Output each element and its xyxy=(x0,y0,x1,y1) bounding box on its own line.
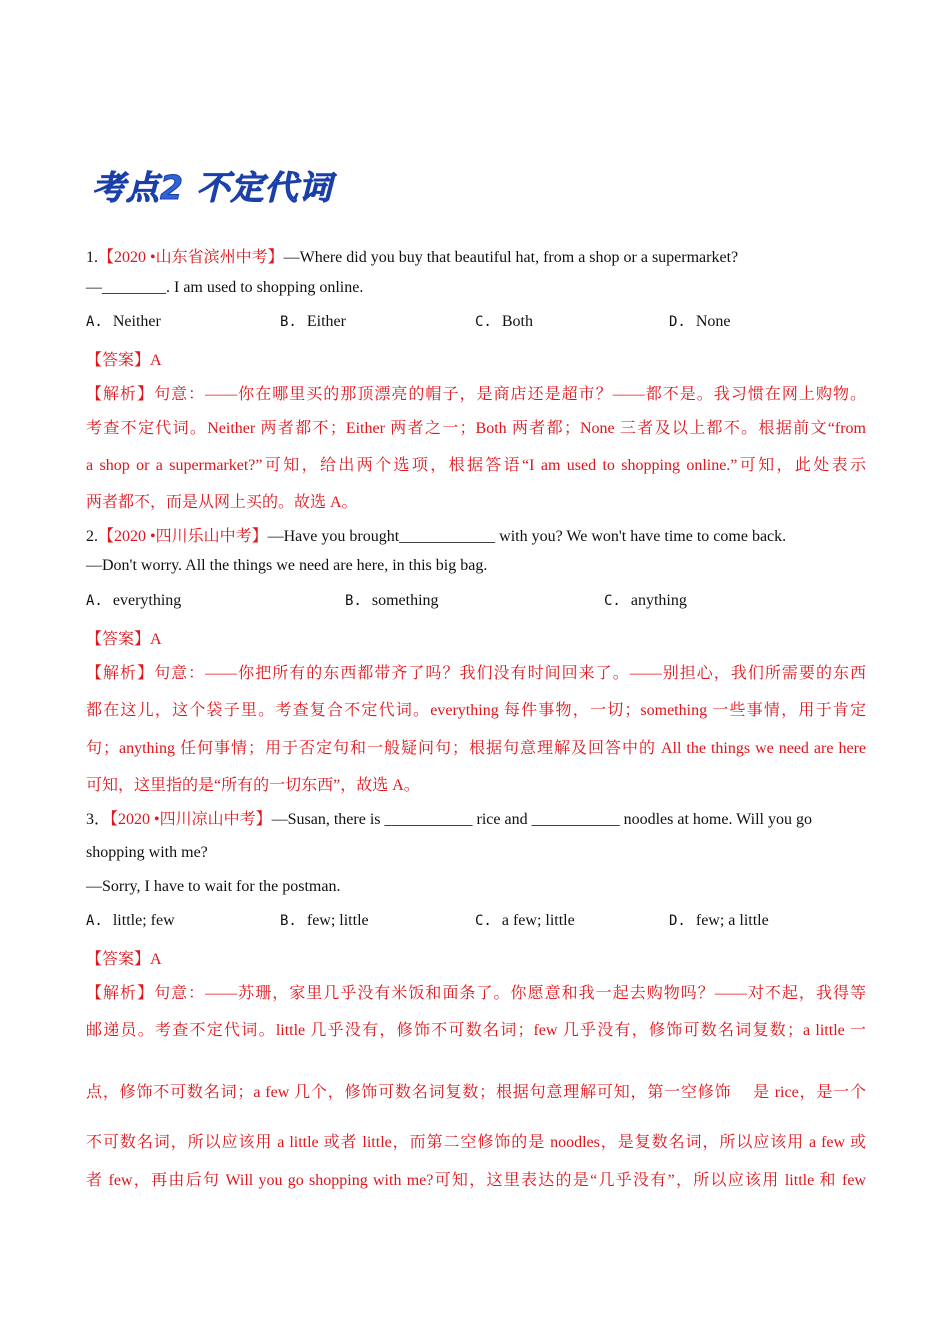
question-3-reply: —Sorry, I have to wait for the postman. xyxy=(86,878,341,895)
question-text: —Where did you buy that beautiful hat, from a shop or a supermarket? xyxy=(283,249,739,266)
question-2-reply: —Don't worry. All the things we need are here, in this big bag. xyxy=(86,557,488,574)
question-2-stem xyxy=(86,523,866,546)
question-2-answer: 【答案】A xyxy=(86,631,162,648)
question-number: 1. xyxy=(86,249,98,266)
question-text: —Have you brought____________ with you? We won't have time to come back. xyxy=(267,528,787,545)
question-3-stem-continued: shopping with me? xyxy=(86,844,208,861)
question-1-explanation-line: 两者都不，而是从网上买的。故选 A。 xyxy=(86,494,358,511)
question-1-explanation-line: a shop or a supermarket?”可知，给出两个选项，根据答语“I am used to shopping online.”可知，此处表示 xyxy=(86,457,866,474)
question-3-explanation-line: 点，修饰不可数名词；a few 几个，修饰可数名词复数；根据句意理解可知，第一空修饰 是 rice，是一个 xyxy=(86,1084,866,1101)
question-2-explanation-line: 【解析】句意：——你把所有的东西都带齐了吗？我们没有时间回来了。——别担心，我们所需要的东西 xyxy=(86,665,866,682)
question-1-explanation-line: 【解析】句意：——你在哪里买的那顶漂亮的帽子，是商店还是超市？——都不是。我习惯在网上购物。 xyxy=(86,386,866,403)
question-source: 【2020 •山东省滨州中考】 xyxy=(98,249,284,266)
question-3-options xyxy=(86,912,866,932)
question-1-explanation-line: 考查不定代词。Neither 两者都不；Either 两者之一；Both 两者都；None 三者及以上都不。根据前文“from xyxy=(86,420,866,437)
question-2-explanation-line: 可知，这里指的是“所有的一切东西”，故选 A。 xyxy=(86,777,420,794)
option-a: A. little; few xyxy=(86,912,175,929)
question-3-stem xyxy=(86,806,866,829)
option-b: B. Either xyxy=(280,313,346,330)
question-2-explanation-line: 都在这儿，这个袋子里。考查复合不定代词。everything 每件事物，一切；something 一些事情，用于肯定 xyxy=(86,702,866,719)
question-3-explanation-line: 邮递员。考查不定代词。little 几乎没有，修饰不可数名词；few 几乎没有，修饰可数名词复数；a little 一 xyxy=(86,1022,866,1039)
question-text: —Susan, there is ___________ rice and ___________ noodles at home. Will you go xyxy=(271,811,812,828)
question-1-reply: —________. I am used to shopping online. xyxy=(86,279,364,296)
page-title: 考点2 不定代词 xyxy=(92,168,333,207)
option-a: A. Neither xyxy=(86,313,161,330)
question-number: 3． xyxy=(86,811,111,828)
option-a: A. everything xyxy=(86,592,182,609)
option-c: C. Both xyxy=(475,313,533,330)
question-source: 【2020 •四川凉山中考】 xyxy=(110,811,272,828)
question-1-options xyxy=(86,313,866,333)
option-d: D. few; a little xyxy=(669,912,769,929)
question-source: 【2020 •四川乐山中考】 xyxy=(98,528,268,545)
question-3-explanation-line: 者 few，再由后句 Will you go shopping with me?可知，这里表达的是“几乎没有”，所以应该用 little 和 few xyxy=(86,1172,866,1189)
option-b: B. something xyxy=(345,592,439,609)
question-1-stem xyxy=(86,244,866,267)
question-2-options xyxy=(86,592,866,612)
question-3-explanation-line: 不可数名词，所以应该用 a little 或者 little，而第二空修饰的是 noodles，是复数名词，所以应该用 a few 或 xyxy=(86,1134,866,1151)
option-d: D. None xyxy=(669,313,731,330)
option-c: C. a few; little xyxy=(475,912,575,929)
question-2-explanation-line: 句；anything 任何事情；用于否定句和一般疑问句；根据句意理解及回答中的 All the things we need are here xyxy=(86,740,866,757)
question-3-explanation-line: 【解析】句意：——苏珊，家里几乎没有米饭和面条了。你愿意和我一起去购物吗？——对不起，我得等 xyxy=(86,985,866,1002)
question-number: 2. xyxy=(86,528,98,545)
option-c: C. anything xyxy=(604,592,687,609)
question-1-answer: 【答案】A xyxy=(86,352,162,369)
question-3-answer: 【答案】A xyxy=(86,951,162,968)
option-b: B. few; little xyxy=(280,912,369,929)
